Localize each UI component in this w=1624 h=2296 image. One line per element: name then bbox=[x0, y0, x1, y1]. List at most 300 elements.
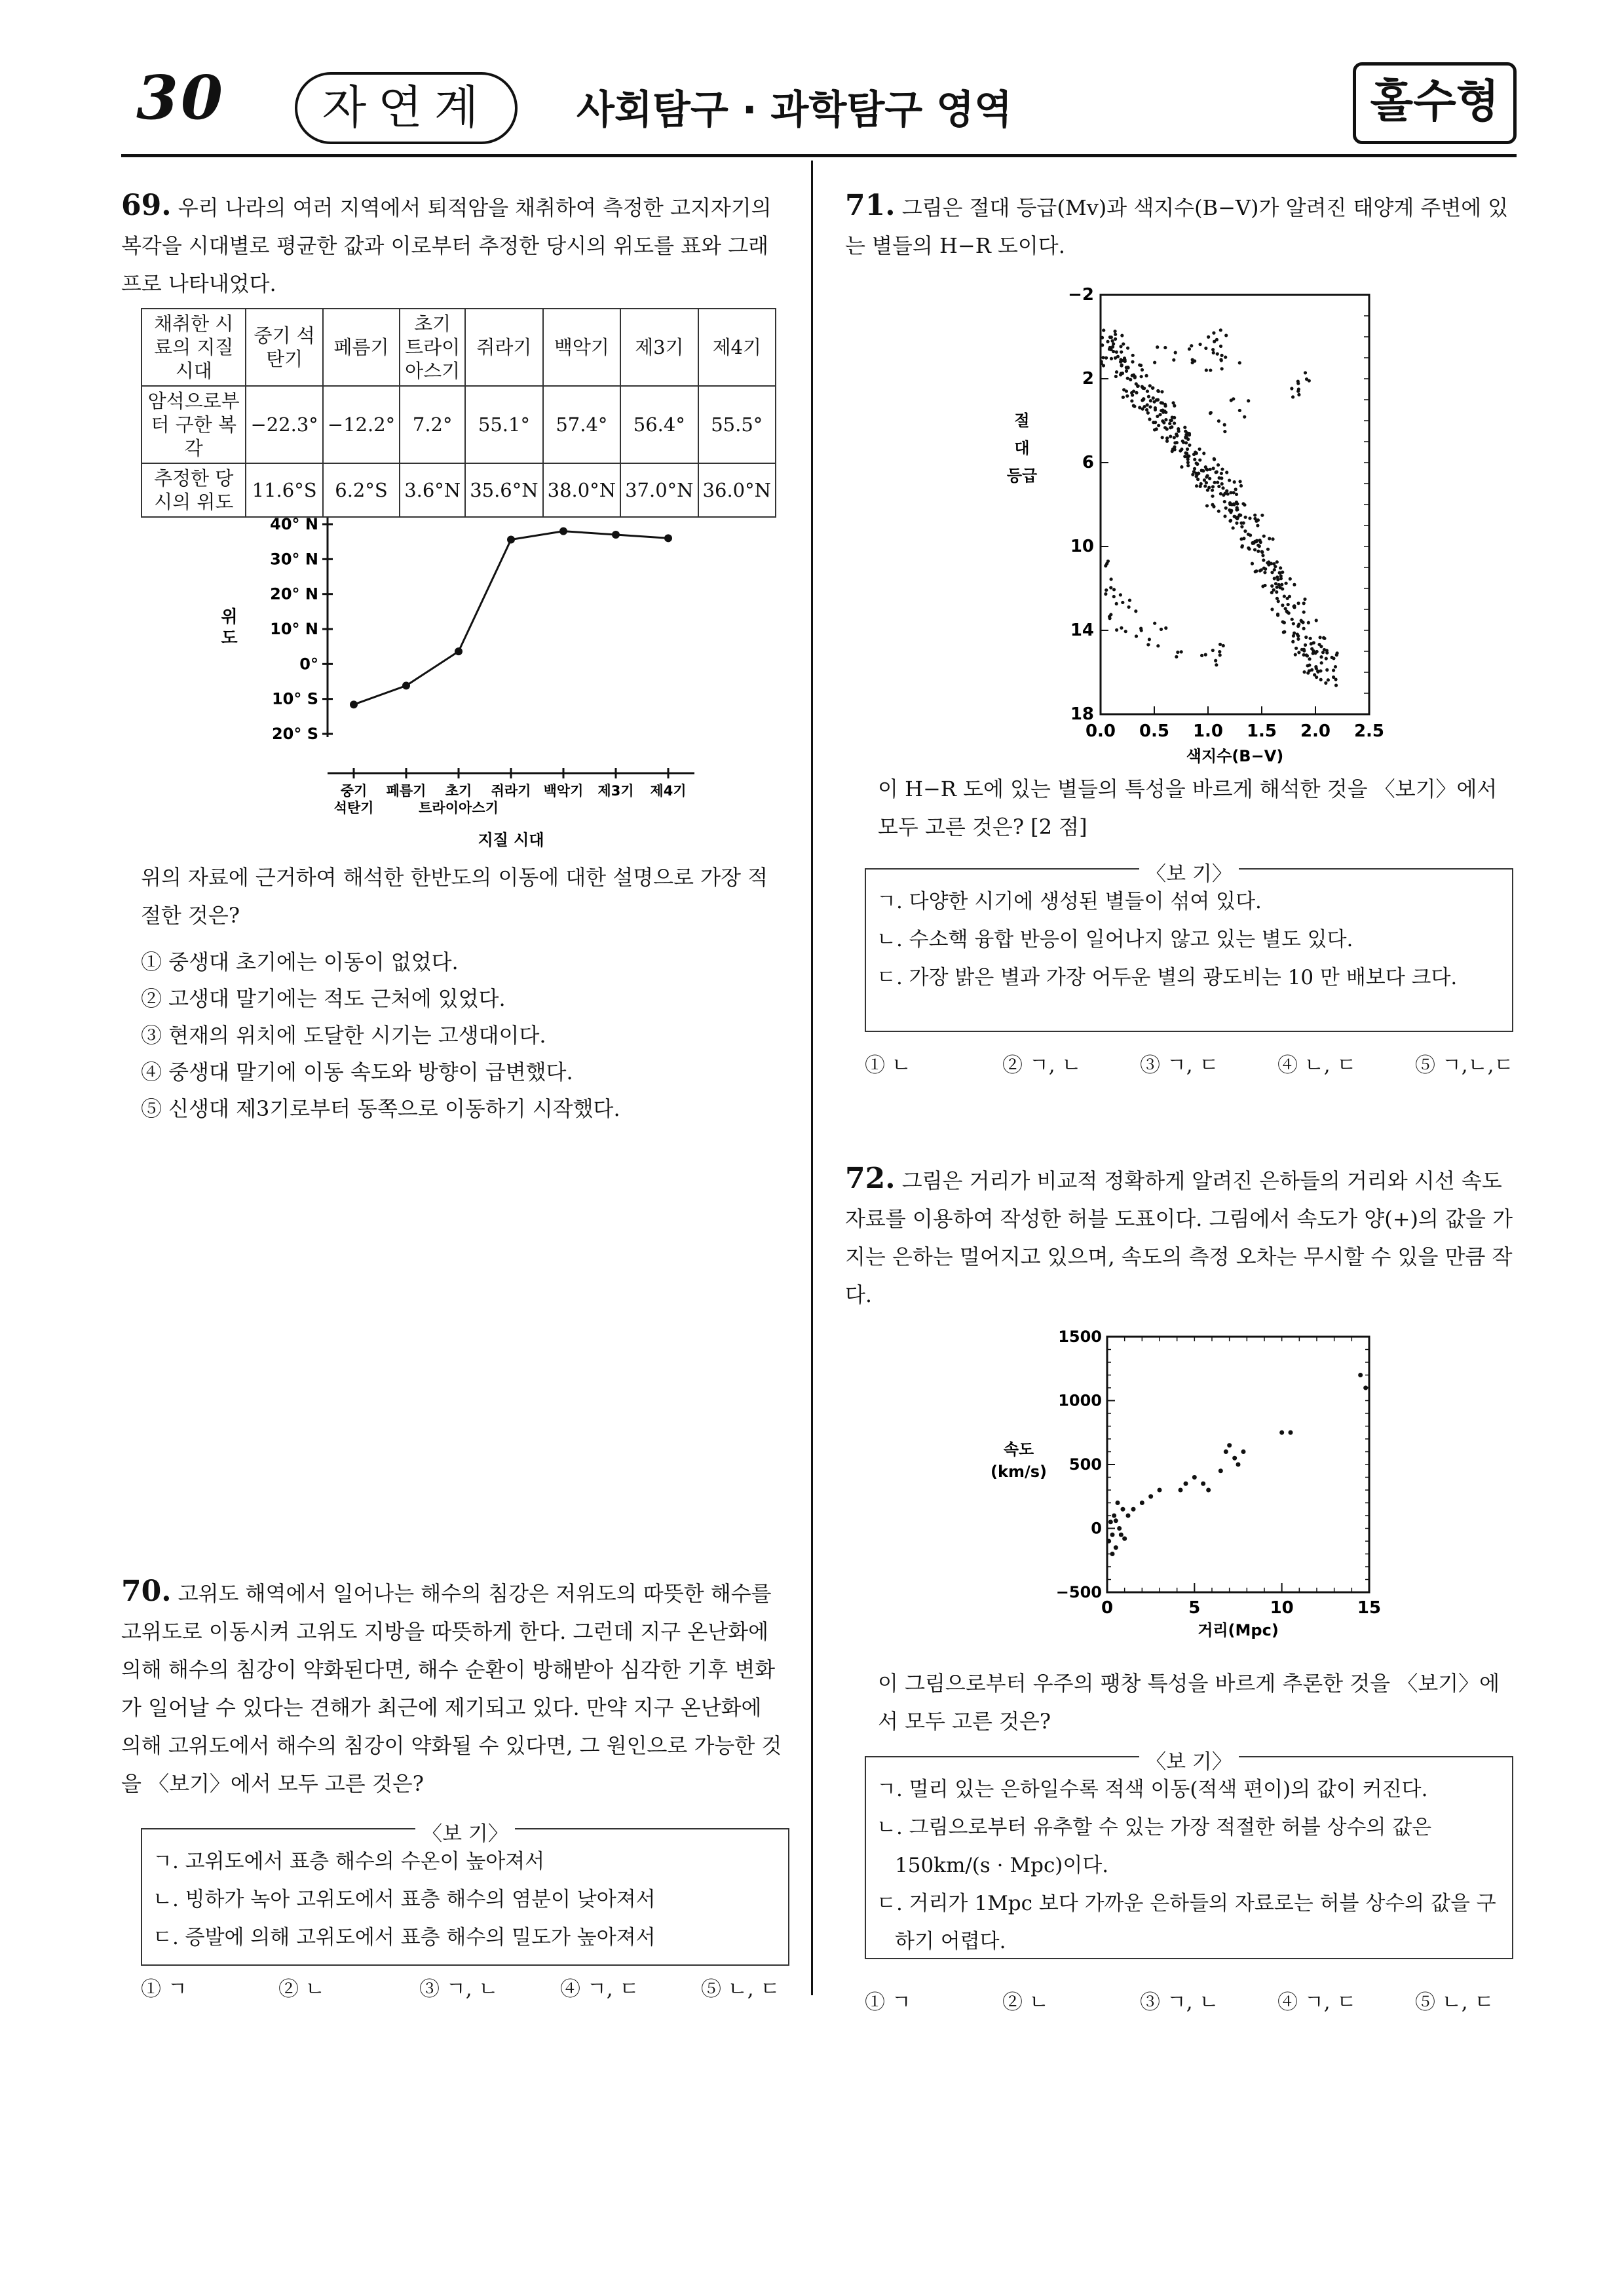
bogi-item: ㄴ. 빙하가 녹아 고위도에서 표층 해수의 염분이 낮아져서 bbox=[153, 1888, 656, 1911]
y-axis-label: 대 bbox=[1014, 439, 1030, 457]
star-point bbox=[1334, 665, 1337, 668]
star-point bbox=[1242, 537, 1245, 540]
star-point bbox=[1196, 478, 1199, 481]
bogi-item: ㄷ. 가장 밝은 별과 가장 어두운 별의 광도비는 10 만 배보다 크다. bbox=[877, 966, 1458, 989]
star-point bbox=[1263, 571, 1266, 574]
star-point bbox=[1142, 387, 1146, 390]
star-point bbox=[1281, 603, 1284, 607]
galaxy-point bbox=[1122, 1537, 1127, 1541]
galaxy-point bbox=[1224, 1449, 1228, 1454]
star-point bbox=[1255, 569, 1258, 573]
answer-option[interactable]: ⑤ 신생대 제3기로부터 동쪽으로 이동하기 시작했다. bbox=[141, 1096, 620, 1121]
star-point bbox=[1319, 645, 1323, 648]
star-point bbox=[1306, 654, 1309, 657]
star-point bbox=[1198, 458, 1201, 461]
star-point bbox=[1110, 357, 1113, 360]
answer-choice[interactable]: ③ ㄱ, ㄴ bbox=[419, 1978, 499, 2001]
star-point bbox=[1258, 539, 1261, 542]
star-point bbox=[1105, 562, 1108, 565]
question-70 bbox=[121, 1573, 783, 1803]
question-71-prompt bbox=[858, 770, 1513, 846]
star-point bbox=[1261, 554, 1264, 557]
star-point bbox=[1112, 350, 1115, 353]
table-cell: 백악기 bbox=[543, 309, 620, 386]
data-point bbox=[402, 681, 410, 689]
answer-choice[interactable]: ① ㄱ bbox=[865, 1991, 911, 2014]
answer-choice[interactable]: ① ㄴ bbox=[865, 1054, 911, 1077]
question-prompt: 이 그림으로부터 우주의 팽창 특성을 바르게 추론한 것을 〈보기〉에서 모두 고른 것은? bbox=[878, 1671, 1500, 1734]
star-point bbox=[1212, 351, 1215, 354]
star-point bbox=[1135, 391, 1138, 394]
star-point bbox=[1232, 526, 1235, 529]
answer-choice[interactable]: ⑤ ㄱ,ㄴ,ㄷ bbox=[1415, 1054, 1514, 1077]
star-point bbox=[1163, 426, 1167, 429]
y-tick-label: 2 bbox=[1082, 369, 1094, 389]
answer-choice[interactable]: ② ㄴ bbox=[1002, 1991, 1049, 2014]
star-point bbox=[1290, 387, 1293, 390]
star-point bbox=[1110, 339, 1114, 343]
star-point bbox=[1262, 567, 1266, 570]
star-point bbox=[1164, 418, 1167, 421]
star-point bbox=[1208, 477, 1211, 480]
star-point bbox=[1173, 421, 1176, 425]
star-point bbox=[1286, 597, 1289, 600]
star-point bbox=[1251, 562, 1254, 565]
q70-bogi-box bbox=[141, 1822, 789, 1966]
star-point bbox=[1217, 510, 1220, 513]
star-point bbox=[1209, 411, 1213, 414]
star-point bbox=[1114, 337, 1117, 341]
star-point bbox=[1332, 657, 1335, 660]
table-cell: 35.6°N bbox=[465, 463, 542, 517]
star-point bbox=[1302, 627, 1306, 630]
table-cell: 초기 트라이아스기 bbox=[400, 309, 465, 386]
y-axis-label: 절 bbox=[1014, 411, 1030, 430]
question-71 bbox=[845, 187, 1513, 265]
star-point bbox=[1101, 336, 1104, 339]
column-divider bbox=[811, 161, 813, 1995]
star-point bbox=[1115, 370, 1118, 373]
galaxy-point bbox=[1363, 1386, 1368, 1390]
star-point bbox=[1160, 628, 1163, 631]
star-point bbox=[1325, 651, 1329, 655]
x-tick-label: 제3기 bbox=[597, 783, 634, 799]
question-72-prompt bbox=[858, 1664, 1513, 1740]
star-point bbox=[1218, 643, 1222, 646]
star-point bbox=[1273, 568, 1276, 571]
star-point bbox=[1292, 622, 1295, 625]
star-point bbox=[1186, 448, 1189, 451]
star-point bbox=[1152, 396, 1155, 400]
star-point bbox=[1120, 351, 1123, 354]
star-point bbox=[1220, 467, 1224, 470]
star-point bbox=[1270, 571, 1274, 574]
star-point bbox=[1165, 440, 1169, 443]
y-tick-label: 20° N bbox=[270, 584, 318, 603]
star-point bbox=[1109, 613, 1112, 616]
star-point bbox=[1148, 384, 1152, 387]
star-point bbox=[1234, 488, 1237, 491]
star-point bbox=[1223, 514, 1226, 518]
star-point bbox=[1211, 649, 1215, 652]
star-point bbox=[1217, 419, 1220, 423]
star-point bbox=[1213, 458, 1216, 461]
star-point bbox=[1229, 510, 1232, 514]
table-cell: 쥐라기 bbox=[465, 309, 542, 386]
star-point bbox=[1247, 399, 1250, 402]
star-point bbox=[1284, 607, 1287, 610]
star-point bbox=[1188, 444, 1191, 447]
x-tick-label: 0 bbox=[1101, 1598, 1114, 1618]
star-point bbox=[1183, 426, 1186, 429]
star-point bbox=[1191, 473, 1194, 476]
star-point bbox=[1304, 371, 1307, 374]
galaxy-point bbox=[1126, 1514, 1131, 1518]
bogi-title: 〈보 기〉 bbox=[1139, 862, 1239, 886]
star-point bbox=[1147, 395, 1150, 398]
star-point bbox=[1141, 368, 1144, 372]
star-point bbox=[1149, 399, 1152, 402]
table-cell: 7.2° bbox=[400, 386, 465, 463]
star-point bbox=[1262, 535, 1266, 538]
x-tick-label: 쥐라기 bbox=[491, 783, 531, 799]
table-cell: 3.6°N bbox=[400, 463, 465, 517]
star-point bbox=[1211, 489, 1214, 492]
star-point bbox=[1115, 351, 1118, 354]
star-point bbox=[1312, 652, 1315, 655]
star-point bbox=[1223, 423, 1226, 427]
star-point bbox=[1100, 362, 1103, 365]
star-point bbox=[1261, 584, 1264, 588]
answer-option[interactable]: ③ 현재의 위치에 도달한 시기는 고생대이다. bbox=[141, 1023, 546, 1048]
star-point bbox=[1157, 390, 1160, 393]
star-point bbox=[1249, 533, 1252, 537]
x-tick-label: 제4기 bbox=[650, 783, 687, 799]
data-point bbox=[455, 647, 463, 655]
x-tick-label: 2.0 bbox=[1300, 721, 1331, 741]
y-tick-label: 30° N bbox=[270, 550, 318, 569]
galaxy-point bbox=[1227, 1443, 1232, 1447]
star-point bbox=[1190, 344, 1193, 347]
star-point bbox=[1146, 403, 1149, 406]
star-point bbox=[1195, 484, 1198, 488]
x-axis-label: 색지수(B−V) bbox=[1186, 747, 1284, 765]
star-point bbox=[1130, 399, 1133, 402]
star-point bbox=[1124, 630, 1127, 633]
star-point bbox=[1156, 345, 1159, 349]
star-point bbox=[1291, 395, 1294, 398]
star-point bbox=[1198, 343, 1201, 346]
answer-choice[interactable]: ④ ㄱ, ㄷ bbox=[1277, 1991, 1357, 2014]
star-point bbox=[1220, 358, 1223, 362]
star-point bbox=[1244, 516, 1247, 519]
answer-choice[interactable]: ④ ㄱ, ㄷ bbox=[560, 1978, 639, 2001]
star-point bbox=[1220, 354, 1223, 357]
star-point bbox=[1106, 340, 1109, 343]
table-cell: 36.0°N bbox=[698, 463, 776, 517]
star-point bbox=[1144, 374, 1148, 377]
star-point bbox=[1215, 663, 1218, 666]
star-point bbox=[1146, 643, 1150, 646]
x-tick-label: 백악기 bbox=[543, 783, 584, 799]
star-point bbox=[1291, 618, 1294, 621]
star-point bbox=[1114, 356, 1117, 360]
table-cell: 11.6°S bbox=[246, 463, 322, 517]
star-point bbox=[1291, 640, 1294, 643]
galaxy-point bbox=[1192, 1475, 1197, 1480]
star-point bbox=[1235, 522, 1238, 525]
star-point bbox=[1271, 537, 1274, 541]
y-axis-label: 등급 bbox=[1006, 467, 1038, 485]
paleolatitude-chart bbox=[197, 511, 734, 852]
star-point bbox=[1123, 358, 1126, 362]
star-point bbox=[1308, 657, 1311, 660]
star-point bbox=[1184, 430, 1187, 433]
star-point bbox=[1315, 650, 1319, 653]
y-tick-label: 6 bbox=[1082, 453, 1094, 472]
star-point bbox=[1119, 593, 1122, 596]
galaxy-point bbox=[1114, 1518, 1118, 1523]
star-point bbox=[1297, 393, 1300, 396]
star-point bbox=[1238, 361, 1241, 364]
star-point bbox=[1279, 586, 1282, 589]
answer-choice[interactable]: ③ ㄱ, ㄴ bbox=[1140, 1991, 1219, 2014]
q70-choices bbox=[141, 1972, 789, 2005]
q72-choices bbox=[865, 1985, 1513, 2018]
bogi-item: ㄴ. 그림으로부터 유추할 수 있는 가장 적절한 허블 상수의 값은 150km/(s · Mpc)이다. bbox=[877, 1816, 1432, 1877]
y-axis-label: 속도 bbox=[1003, 1440, 1034, 1459]
star-point bbox=[1294, 647, 1298, 650]
answer-choice[interactable]: ④ ㄴ, ㄷ bbox=[1277, 1054, 1357, 1077]
star-point bbox=[1186, 457, 1190, 461]
x-axis-label: 거리(Mpc) bbox=[1198, 1621, 1279, 1639]
star-point bbox=[1275, 590, 1278, 594]
y-tick-label: 10 bbox=[1070, 537, 1094, 556]
star-point bbox=[1220, 472, 1223, 475]
galaxy-point bbox=[1108, 1520, 1113, 1524]
x-tick-label: 5 bbox=[1188, 1598, 1201, 1618]
table-cell: 56.4° bbox=[620, 386, 698, 463]
star-point bbox=[1206, 488, 1209, 491]
star-point bbox=[1236, 506, 1239, 509]
galaxy-point bbox=[1140, 1501, 1144, 1505]
star-point bbox=[1296, 602, 1300, 605]
star-point bbox=[1233, 480, 1236, 484]
question-stem: 우리 나라의 여러 지역에서 퇴적암을 채취하여 측정한 고지자기의 복각을 시대별로 평균한 값과 이로부터 추정한 당시의 위도를 표와 그래프로 나타내었다. bbox=[121, 195, 772, 296]
table-cell: 57.4° bbox=[543, 386, 620, 463]
question-72 bbox=[845, 1160, 1513, 1314]
star-point bbox=[1153, 361, 1156, 364]
answer-choice[interactable]: ⑤ ㄴ, ㄷ bbox=[1415, 1991, 1494, 2014]
star-point bbox=[1307, 621, 1310, 624]
star-point bbox=[1324, 681, 1327, 685]
answer-choice[interactable]: ⑤ ㄴ, ㄷ bbox=[701, 1978, 780, 2001]
data-line bbox=[354, 531, 668, 705]
star-point bbox=[1310, 642, 1313, 645]
star-point bbox=[1238, 409, 1241, 412]
galaxy-point bbox=[1158, 1488, 1162, 1493]
galaxy-point bbox=[1232, 1456, 1237, 1461]
star-point bbox=[1241, 544, 1244, 547]
star-point bbox=[1122, 342, 1125, 345]
table-row-header: 추정한 당시의 위도 bbox=[142, 463, 246, 517]
star-point bbox=[1146, 411, 1150, 415]
q71-bogi-box bbox=[865, 862, 1513, 1032]
galaxy-point bbox=[1110, 1533, 1115, 1537]
star-point bbox=[1220, 476, 1223, 480]
data-point bbox=[507, 535, 515, 543]
star-point bbox=[1283, 594, 1286, 598]
star-point bbox=[1188, 347, 1191, 351]
star-point bbox=[1131, 360, 1134, 364]
star-point bbox=[1194, 451, 1197, 454]
star-point bbox=[1243, 415, 1246, 419]
star-point bbox=[1314, 665, 1317, 668]
star-point bbox=[1239, 522, 1243, 525]
star-point bbox=[1224, 491, 1227, 495]
star-point bbox=[1313, 673, 1316, 676]
star-point bbox=[1253, 548, 1256, 551]
galaxy-point bbox=[1110, 1552, 1115, 1556]
star-point bbox=[1279, 566, 1282, 569]
star-point bbox=[1205, 468, 1209, 471]
star-point bbox=[1104, 592, 1107, 596]
star-point bbox=[1109, 586, 1112, 589]
star-point bbox=[1173, 448, 1177, 451]
answer-option[interactable]: ④ 중생대 말기에 이동 속도와 방향이 급변했다. bbox=[141, 1060, 573, 1084]
star-point bbox=[1275, 586, 1279, 589]
answer-choice[interactable]: ② ㄴ bbox=[278, 1978, 325, 2001]
table-cell: 38.0°N bbox=[543, 463, 620, 517]
star-point bbox=[1195, 461, 1198, 465]
star-point bbox=[1198, 485, 1201, 488]
star-point bbox=[1323, 648, 1326, 651]
y-axis-label: 위 bbox=[221, 607, 238, 627]
star-point bbox=[1276, 578, 1279, 581]
x-axis-label: 지질 시대 bbox=[478, 831, 544, 849]
star-point bbox=[1109, 577, 1112, 581]
galaxy-point bbox=[1114, 1545, 1118, 1550]
star-point bbox=[1320, 661, 1323, 664]
q71-choices bbox=[865, 1048, 1513, 1081]
star-point bbox=[1334, 678, 1337, 681]
star-point bbox=[1258, 545, 1261, 548]
table-row-header: 채취한 시료의 지질 시대 bbox=[142, 309, 246, 386]
table-cell: 37.0°N bbox=[620, 463, 698, 517]
table-cell: 제4기 bbox=[698, 309, 776, 386]
star-point bbox=[1308, 379, 1311, 382]
star-point bbox=[1125, 394, 1129, 398]
star-point bbox=[1220, 482, 1224, 486]
star-point bbox=[1131, 354, 1135, 357]
star-point bbox=[1115, 602, 1118, 605]
star-point bbox=[1120, 364, 1123, 367]
answer-choice[interactable]: ② ㄱ, ㄴ bbox=[1002, 1054, 1082, 1077]
star-point bbox=[1228, 520, 1232, 523]
star-point bbox=[1274, 565, 1277, 568]
answer-option[interactable]: ① 중생대 초기에는 이동이 없었다. bbox=[141, 949, 459, 974]
answer-choice[interactable]: ③ ㄱ, ㄷ bbox=[1140, 1054, 1219, 1077]
star-point bbox=[1152, 421, 1155, 424]
hr-diagram-chart bbox=[983, 275, 1389, 780]
star-point bbox=[1184, 441, 1188, 444]
table-row-header: 암석으로부터 구한 복각 bbox=[142, 386, 246, 463]
question-number: 69. bbox=[121, 189, 172, 222]
star-point bbox=[1193, 458, 1196, 461]
star-point bbox=[1188, 432, 1191, 435]
table-cell: 6.2°S bbox=[323, 463, 400, 517]
star-point bbox=[1153, 622, 1156, 625]
star-point bbox=[1126, 366, 1129, 369]
star-point bbox=[1316, 670, 1319, 674]
star-point bbox=[1236, 516, 1239, 519]
star-point bbox=[1247, 547, 1251, 550]
star-point bbox=[1279, 574, 1283, 577]
star-point bbox=[1133, 405, 1136, 408]
answer-choice[interactable]: ① ㄱ bbox=[141, 1978, 187, 2001]
galaxy-point bbox=[1201, 1482, 1205, 1486]
question-69-options bbox=[141, 944, 783, 1127]
data-point bbox=[612, 531, 620, 539]
star-point bbox=[1266, 548, 1270, 551]
star-point bbox=[1180, 465, 1183, 469]
form-type-badge: 홀수형 bbox=[1353, 62, 1517, 144]
star-point bbox=[1248, 516, 1251, 520]
galaxy-point bbox=[1121, 1507, 1125, 1512]
y-tick-label: 10° N bbox=[270, 620, 318, 638]
star-point bbox=[1278, 571, 1281, 575]
star-point bbox=[1132, 373, 1135, 377]
star-point bbox=[1296, 624, 1300, 628]
star-point bbox=[1180, 650, 1183, 653]
answer-option[interactable]: ② 고생대 말기에는 적도 근처에 있었다. bbox=[141, 986, 506, 1011]
star-point bbox=[1283, 630, 1286, 634]
star-point bbox=[1108, 347, 1111, 351]
x-tick-label: 0.0 bbox=[1085, 721, 1116, 741]
star-point bbox=[1125, 389, 1128, 392]
paleomagnetic-table bbox=[141, 308, 776, 518]
star-point bbox=[1162, 421, 1165, 424]
star-point bbox=[1205, 474, 1209, 478]
galaxy-point bbox=[1184, 1482, 1188, 1486]
star-point bbox=[1170, 419, 1173, 422]
star-point bbox=[1273, 577, 1276, 580]
star-point bbox=[1202, 451, 1205, 455]
star-point bbox=[1270, 562, 1273, 565]
star-point bbox=[1310, 647, 1313, 651]
question-number: 72. bbox=[845, 1162, 896, 1195]
star-point bbox=[1256, 524, 1259, 527]
star-point bbox=[1239, 484, 1243, 488]
question-stem: 고위도 해역에서 일어나는 해수의 침강은 저위도의 따뜻한 해수를 고위도로 이동시켜 고위도 지방을 따뜻하게 한다. 그런데 지구 온난화에 의해 해수의 침강이 약화된다면, 해수 순환이 방해받아 심각한 기후 변화가 일어날 수 있다는 견해가 최근에 제기되고 있다. 만약 지구 온난화에 의해 고위도에서 해수의 침강이 약화될 수 있다면, 그 원인으로 가능한 것을 〈보기〉에서 모두 고른 것은? bbox=[121, 1581, 782, 1796]
star-point bbox=[1218, 650, 1221, 653]
star-point bbox=[1200, 654, 1203, 657]
star-point bbox=[1173, 416, 1176, 419]
star-point bbox=[1219, 328, 1222, 332]
q72-bogi-box bbox=[865, 1750, 1513, 1959]
question-69-prompt bbox=[121, 858, 783, 934]
star-point bbox=[1243, 529, 1247, 533]
x-tick-label: 1.5 bbox=[1246, 721, 1277, 741]
star-point bbox=[1214, 659, 1217, 662]
star-point bbox=[1105, 356, 1108, 360]
star-point bbox=[1327, 678, 1330, 681]
y-axis-label: 도 bbox=[221, 628, 238, 648]
star-point bbox=[1296, 382, 1300, 385]
star-point bbox=[1146, 390, 1149, 393]
star-point bbox=[1223, 430, 1226, 433]
star-point bbox=[1193, 467, 1196, 470]
